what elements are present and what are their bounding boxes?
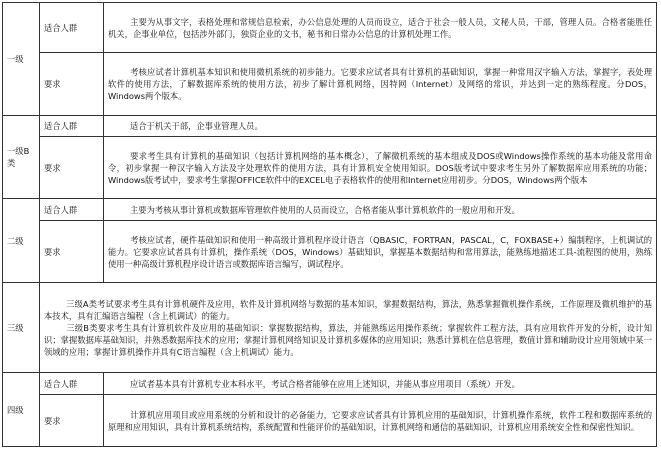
description-text: 三级B类要求考生具有计算机软件及应用的基础知识：掌握数据结构，算法，并能熟练运用操作系统；掌握软件工程方法，具有应用软件开发的分析，设计知识；掌握数据库基础知识，并熟悉数据库技术的应用；掌握计算机网络知识及计算机多媒体的应用知识；熟悉计算机在信息管理，数值计算和辅助设计应用领域中某一领域的应用；掌握计算机操作并具有C语言编程（含上机调试）能力。	[44, 322, 652, 357]
level-label: 一级B类	[3, 116, 40, 199]
description-text: 计算机应用项目或应用系统的分析和设计的必备能力，它要求应试者具有计算机应用的基础知识，计算机操作系统，软件工程和数据库系统的原理和应用知识，具有计算机系统结构，系统配置和性能评价的基础知识，计算机网络和通信的基础知识，计算机应用系统安全性和保密性知识。	[108, 409, 652, 432]
table-row	[3, 283, 657, 373]
description-cell	[104, 53, 657, 116]
description-text: 适合于机关干部，企事业管理人员。	[130, 121, 263, 131]
description-text: 三级A类考试要求考生具有计算机硬件及应用，软件及计算机网络与数据的基本知识，掌握数据结构，算法，熟悉掌握微机操作系统，工作原理及微机维护的基本技术，具有汇编语言编程（含上机调试）的能力。	[44, 298, 652, 321]
level-label: 一级	[3, 3, 40, 116]
description-cell	[104, 395, 657, 447]
category-label: 要求	[40, 137, 104, 199]
level-label: 二级	[3, 199, 40, 283]
table-row	[3, 199, 657, 221]
description-text: 要求考生具有计算机的基础知识（包括计算机网络的基本概念），了解微机系统的基本组成及DOS或Windows操作系统的基本功能及常用命令，初步掌握一种汉字输入方法及字处理软件的使用方法，具有计算机安全使用知识。DOS版考试中要求考生另外了解数据库应用系统的功能；Windows版考试中，要求考生掌握OFFICE软件中的EXCEL电子表格软件的使用和Internet应用初步。分DOS，Windows两个版本	[108, 150, 652, 185]
level-label: 四级	[3, 373, 40, 447]
description-paragraph	[44, 298, 652, 322]
category-label: 适合人群	[40, 3, 104, 53]
level-label: 三级	[3, 283, 40, 373]
category-label: 要求	[40, 221, 104, 283]
table-row	[3, 3, 657, 53]
table-row	[3, 137, 657, 199]
exam-level-table	[2, 2, 657, 447]
table-row	[3, 221, 657, 283]
category-label: 要求	[40, 53, 104, 116]
description-cell	[104, 116, 657, 137]
description-cell	[104, 199, 657, 221]
description-cell	[104, 3, 657, 53]
category-label: 要求	[40, 395, 104, 447]
description-text: 考核应试者计算机基本知识和使用微机系统的初步能力。它要求应试者具有计算机的基础知识，掌握一种常用汉字输入方法，掌握字，表处理软件的使用方法，了解数据库系统的使用方法，初步了解计算机网络，因特网（Internet）及网络的常识，并达到一定的熟练程度。分DOS，Windows两个版本。	[108, 67, 652, 101]
table-row	[3, 373, 657, 395]
description-text: 考核应试者，硬件基础知识和使用一种高级计算机程序设计语言（QBASIC，FORTRAN，PASCAL，C，FOXBASE+）编制程序，上机调试的能力。它要求应试者具有计算机，操作系统（DOS，Windows）基础知识，掌握基本数据结构和常用算法，能熟练地描述工具-流程图的使用，熟练使用一种高级计算机程序设计语言或数据库语言编写，调试程序。	[108, 234, 652, 269]
description-cell	[104, 373, 657, 395]
table-row	[3, 53, 657, 116]
category-label: 适合人群	[40, 373, 104, 395]
description-text: 应试者基本具有计算机专业本科水平，考试合格者能够在应用上述知识，并能从事应用项目（系统）开发。	[130, 378, 520, 389]
table-row	[3, 395, 657, 447]
category-label: 适合人群	[40, 116, 104, 137]
description-cell	[40, 283, 657, 373]
description-text: 主要为考核从事计算机或数据库管理软件使用的人员而设立，合格者能从事计算机软件的一般应用和开发。	[130, 204, 520, 215]
description-cell	[104, 137, 657, 199]
description-cell	[104, 221, 657, 283]
category-label: 适合人群	[40, 199, 104, 221]
description-paragraph	[44, 322, 652, 358]
description-text: 主要为从事文字，表格处理和常规信息检索，办公信息处理的人员而设立，适合于社会一般人员，文秘人员，干部，管理人员。合格者能胜任机关，企事业单位，包括涉外部门，独资企业的文书，秘书和日常办公信息的计算机处理工作。	[108, 16, 652, 39]
table-row	[3, 116, 657, 137]
